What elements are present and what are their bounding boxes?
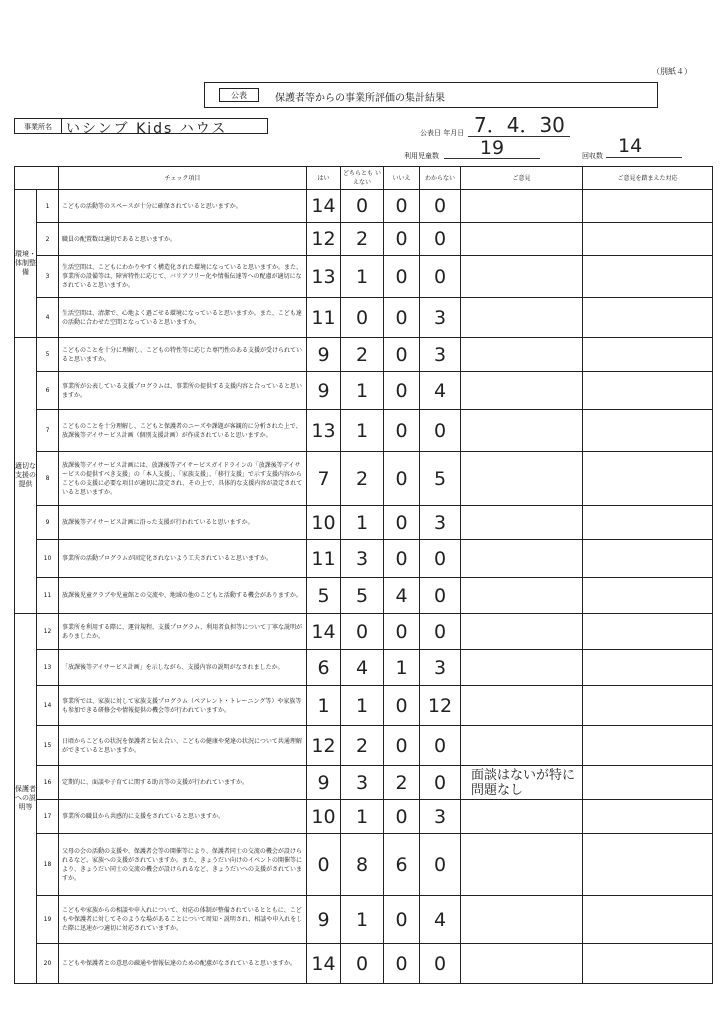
row-number: 19	[37, 896, 59, 944]
count-unknown: 12	[420, 686, 461, 726]
table-row	[15, 223, 713, 256]
row-number: 1	[37, 190, 59, 223]
count-yes: 14	[307, 944, 341, 984]
title-box	[204, 82, 658, 108]
check-item-text: 放課後等デイサービス計画に沿った支援が行われていると思いますか。	[59, 506, 307, 540]
row-number: 18	[37, 834, 59, 896]
count-yes: 13	[307, 256, 341, 298]
count-neither: 3	[341, 766, 384, 800]
response-cell	[583, 452, 713, 506]
count-yes: 12	[307, 726, 341, 766]
category-explain: 保護者への説明等	[15, 614, 37, 984]
count-no: 0	[384, 410, 420, 452]
opinion-cell	[461, 298, 583, 338]
count-neither: 4	[341, 650, 384, 686]
row-number: 12	[37, 614, 59, 650]
count-neither: 0	[341, 190, 384, 223]
opinion-cell	[461, 614, 583, 650]
table-row	[15, 896, 713, 944]
row-number: 8	[37, 452, 59, 506]
table-row	[15, 834, 713, 896]
row-number: 4	[37, 298, 59, 338]
opinion-cell	[461, 372, 583, 410]
count-yes: 7	[307, 452, 341, 506]
count-no: 0	[384, 223, 420, 256]
count-neither: 1	[341, 896, 384, 944]
response-cell	[583, 726, 713, 766]
users-value: 19	[444, 138, 540, 159]
count-no: 0	[384, 686, 420, 726]
count-neither: 1	[341, 506, 384, 540]
count-yes: 14	[307, 190, 341, 223]
count-yes: 0	[307, 834, 341, 896]
count-unknown: 4	[420, 896, 461, 944]
count-neither: 3	[341, 540, 384, 578]
header-blank	[15, 167, 59, 190]
appendix-label: （別紙４）	[652, 67, 692, 76]
check-item-text: 事業所では、家族に対して家族支援プログラム（ペアレント・トレーニング等）や家族等も参加できる研修会や情報提供の機会等が行われていますか。	[59, 686, 307, 726]
count-yes: 5	[307, 578, 341, 614]
count-yes: 11	[307, 540, 341, 578]
table-row	[15, 256, 713, 298]
count-no: 0	[384, 896, 420, 944]
count-unknown: 3	[420, 506, 461, 540]
count-unknown: 0	[420, 223, 461, 256]
office-name-box	[62, 118, 268, 137]
opinion-cell	[461, 686, 583, 726]
count-unknown: 4	[420, 372, 461, 410]
count-no: 4	[384, 578, 420, 614]
count-neither: 1	[341, 800, 384, 834]
count-no: 0	[384, 614, 420, 650]
header-response: ご意見を踏まえた対応	[583, 167, 713, 190]
opinion-cell	[461, 256, 583, 298]
count-unknown: 3	[420, 338, 461, 372]
check-item-text: 放課後児童クラブや児童館との交流や、地域の他のこどもと活動する機会がありますか。	[59, 578, 307, 614]
count-no: 0	[384, 452, 420, 506]
table-row	[15, 944, 713, 984]
opinion-cell	[461, 452, 583, 506]
check-item-text: 事業所を利用する際に、運営規程、支援プログラム、利用者負担等について丁寧な説明がありましたか。	[59, 614, 307, 650]
opinion-cell	[461, 650, 583, 686]
header-unknown: わからない	[420, 167, 461, 190]
response-cell	[583, 800, 713, 834]
table-row	[15, 452, 713, 506]
check-item-text: こどもや保護者との意思の疎通や情報伝達のための配慮がなされていると思いますか。	[59, 944, 307, 984]
check-item-text: 職員の配置数は適切であると思いますか。	[59, 223, 307, 256]
row-number: 9	[37, 506, 59, 540]
opinion-cell	[461, 800, 583, 834]
opinion-cell	[461, 338, 583, 372]
check-item-text: こどものことを十分に理解し、こどもの特性等に応じた専門性のある支援が受けられていると思いますか。	[59, 338, 307, 372]
table-row	[15, 410, 713, 452]
row-number: 10	[37, 540, 59, 578]
evaluation-table	[14, 166, 713, 984]
check-item-text: こどもや家族からの相談や申入れについて、対応の体制が整備されているとともに、こどもや保護者に対してそのような場があることについて周知・説明され、相談や申入れをした際に迅速かつ適切に対応されていますか。	[59, 896, 307, 944]
count-yes: 12	[307, 223, 341, 256]
table-row	[15, 338, 713, 372]
check-item-text: 事業所の活動プログラムが固定化されないよう工夫されていると思いますか。	[59, 540, 307, 578]
count-no: 6	[384, 834, 420, 896]
count-unknown: 0	[420, 578, 461, 614]
opinion-cell	[461, 896, 583, 944]
count-yes: 10	[307, 800, 341, 834]
row-number: 20	[37, 944, 59, 984]
response-cell	[583, 766, 713, 800]
count-no: 0	[384, 298, 420, 338]
count-unknown: 3	[420, 298, 461, 338]
count-unknown: 0	[420, 726, 461, 766]
count-no: 0	[384, 726, 420, 766]
count-neither: 1	[341, 256, 384, 298]
check-item-text: 父母の会の活動の支援や、保護者会等の開催等により、保護者同士の交流の機会が設けられるなど、家族への支援がされていますか。また、きょうだい向けのイベントの開催等により、きょうだい同士の交流の機会が設けられるなど、きょうだいへの支援がされていますか。	[59, 834, 307, 896]
header-check-item: チェック項目	[59, 167, 307, 190]
table-row	[15, 800, 713, 834]
publication-date-value: 7．4．30	[468, 114, 570, 137]
count-neither: 1	[341, 372, 384, 410]
count-neither: 2	[341, 452, 384, 506]
office-name-label: 事業所名	[14, 118, 62, 134]
check-item-text: 事業所の職員から共感的に支援をされていると思いますか。	[59, 800, 307, 834]
count-neither: 2	[341, 223, 384, 256]
response-cell	[583, 410, 713, 452]
response-cell	[583, 223, 713, 256]
count-yes: 9	[307, 372, 341, 410]
response-cell	[583, 650, 713, 686]
count-unknown: 0	[420, 190, 461, 223]
count-unknown: 3	[420, 800, 461, 834]
opinion-cell: 面談はないが特に問題なし	[461, 766, 583, 800]
row-number: 15	[37, 726, 59, 766]
table-row	[15, 298, 713, 338]
row-number: 6	[37, 372, 59, 410]
opinion-cell	[461, 726, 583, 766]
table-row	[15, 726, 713, 766]
count-yes: 11	[307, 298, 341, 338]
count-neither: 2	[341, 338, 384, 372]
count-unknown: 3	[420, 650, 461, 686]
check-item-text: 日頃からこどもの状況を保護者と伝え合い、こどもの健康や発達の状況について共通理解ができていると思いますか。	[59, 726, 307, 766]
check-item-text: 「放課後等デイサービス計画」を示しながら、支援内容の説明がなされましたか。	[59, 650, 307, 686]
check-item-text: 事業所が公表している支援プログラムは、事業所の提供する支援内容と合っていると思いますか。	[59, 372, 307, 410]
count-yes: 14	[307, 614, 341, 650]
count-unknown: 0	[420, 540, 461, 578]
table-row	[15, 190, 713, 223]
opinion-cell	[461, 506, 583, 540]
page-title: 保護者等からの事業所評価の集計結果	[275, 93, 445, 104]
count-yes: 9	[307, 766, 341, 800]
row-number: 16	[37, 766, 59, 800]
table-row	[15, 686, 713, 726]
response-cell	[583, 540, 713, 578]
opinion-cell	[461, 944, 583, 984]
response-cell	[583, 944, 713, 984]
response-cell	[583, 614, 713, 650]
count-yes: 9	[307, 338, 341, 372]
table-row	[15, 372, 713, 410]
count-yes: 10	[307, 506, 341, 540]
check-item-text: 生活空間は、清潔で、心地よく過ごせる環境になっていると思いますか。また、こども達の活動に合わせた空間となっていると思いますか。	[59, 298, 307, 338]
response-cell	[583, 256, 713, 298]
count-no: 0	[384, 190, 420, 223]
check-item-text: 生活空間は、こどもにわかりやすく構造化された環境になっていると思いますか。また、事業所の設備等は、障害特性に応じて、バリアフリー化や情報伝達等への配慮が適切になされていると思いますか。	[59, 256, 307, 298]
table-row	[15, 766, 713, 800]
response-cell	[583, 190, 713, 223]
row-number: 7	[37, 410, 59, 452]
opinion-cell	[461, 410, 583, 452]
response-cell	[583, 298, 713, 338]
count-no: 0	[384, 506, 420, 540]
count-yes: 13	[307, 410, 341, 452]
row-number: 2	[37, 223, 59, 256]
count-neither: 2	[341, 726, 384, 766]
opinion-cell	[461, 223, 583, 256]
count-no: 0	[384, 944, 420, 984]
response-cell	[583, 372, 713, 410]
count-no: 0	[384, 800, 420, 834]
table-row	[15, 578, 713, 614]
count-yes: 6	[307, 650, 341, 686]
row-number: 3	[37, 256, 59, 298]
count-neither: 1	[341, 410, 384, 452]
row-number: 11	[37, 578, 59, 614]
count-unknown: 0	[420, 766, 461, 800]
response-cell	[583, 578, 713, 614]
table-body	[15, 190, 713, 984]
count-yes: 9	[307, 896, 341, 944]
category-env: 環境・体制整備	[15, 190, 37, 338]
opinion-cell	[461, 578, 583, 614]
row-number: 13	[37, 650, 59, 686]
response-cell	[583, 338, 713, 372]
count-neither: 0	[341, 944, 384, 984]
table-header-row	[15, 167, 713, 190]
response-cell	[583, 834, 713, 896]
count-neither: 1	[341, 686, 384, 726]
count-yes: 1	[307, 686, 341, 726]
publication-tag: 公表	[219, 88, 259, 102]
category-support: 適切な支援の提供	[15, 338, 37, 614]
responses-value: 14	[606, 136, 682, 158]
response-cell	[583, 506, 713, 540]
check-item-text: こどもの活動等のスペースが十分に確保されていると思いますか。	[59, 190, 307, 223]
count-no: 0	[384, 256, 420, 298]
count-no: 0	[384, 540, 420, 578]
opinion-cell	[461, 834, 583, 896]
table-row	[15, 540, 713, 578]
row-number: 14	[37, 686, 59, 726]
check-item-text: こどものことを十分理解し、こどもと保護者のニーズや課題が客観的に分析された上で、放課後等デイサービス計画（個別支援計画）が作成されていると思いますか。	[59, 410, 307, 452]
count-unknown: 0	[420, 256, 461, 298]
count-unknown: 0	[420, 944, 461, 984]
office-name-value: いシンブ Kids ハウス	[66, 121, 228, 137]
table-row	[15, 506, 713, 540]
publication-date-label: 公表日 年月日	[420, 129, 465, 137]
count-unknown: 0	[420, 614, 461, 650]
count-unknown: 0	[420, 834, 461, 896]
header-no: いいえ	[384, 167, 420, 190]
count-neither: 5	[341, 578, 384, 614]
table-row	[15, 614, 713, 650]
count-neither: 0	[341, 614, 384, 650]
count-neither: 8	[341, 834, 384, 896]
count-no: 2	[384, 766, 420, 800]
check-item-text: 放課後等デイサービス計画には、放課後等デイサービスガイドラインの「放課後等デイサービスの提供すべき支援」の「本人支援」、「家族支援」、「移行支援」で示す支援内容からこどもの支援に必要な項目が適切に設定され、その上で、具体的な支援内容が設定されていると思いますか。	[59, 452, 307, 506]
table-row	[15, 650, 713, 686]
opinion-cell	[461, 540, 583, 578]
header-yes: はい	[307, 167, 341, 190]
header-neither: どちらとも いえない	[341, 167, 384, 190]
users-label: 利用児童数	[404, 152, 439, 160]
count-unknown: 5	[420, 452, 461, 506]
count-neither: 0	[341, 298, 384, 338]
count-no: 0	[384, 372, 420, 410]
count-unknown: 0	[420, 410, 461, 452]
header-opinion: ご意見	[461, 167, 583, 190]
response-cell	[583, 686, 713, 726]
row-number: 5	[37, 338, 59, 372]
count-no: 1	[384, 650, 420, 686]
row-number: 17	[37, 800, 59, 834]
opinion-cell	[461, 190, 583, 223]
response-cell	[583, 896, 713, 944]
check-item-text: 定期的に、面談や子育てに関する助言等の支援が行われていますか。	[59, 766, 307, 800]
responses-label: 回収数	[582, 152, 603, 160]
count-no: 0	[384, 338, 420, 372]
